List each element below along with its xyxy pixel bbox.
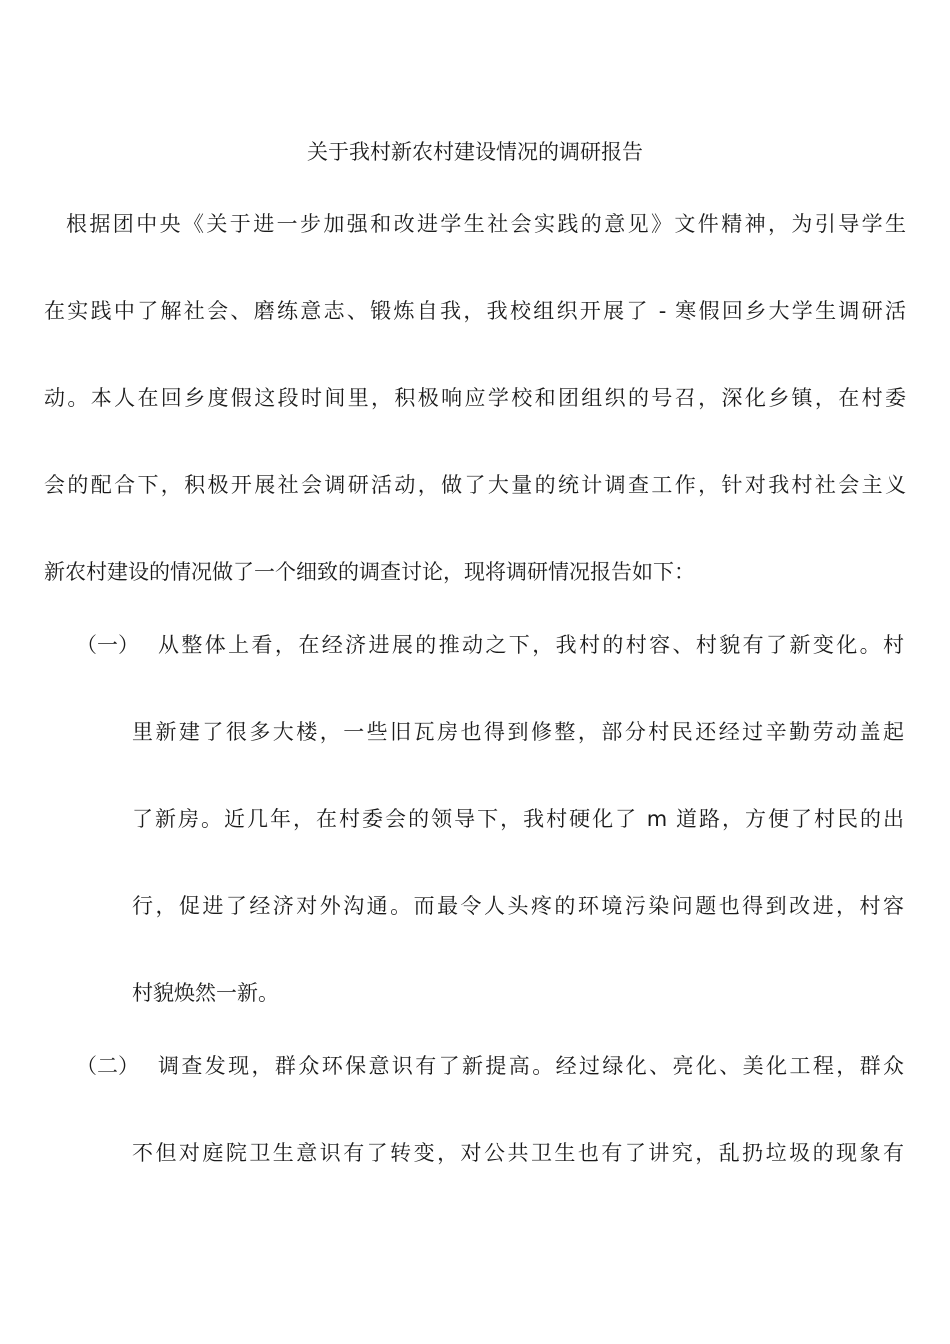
item-line: 调查发现，群众环保意识有了新提高。经过绿化、亮化、美化工程，群众 (158, 1054, 904, 1078)
intro-line: 根据团中央《关于进一步加强和改进学生社会实践的意见》文件精神，为引导学生 (66, 212, 906, 236)
item-line: 从整体上看，在经济进展的推动之下，我村的村容、村貌有了新变化。村 (158, 633, 904, 657)
item-line: 行，促进了经济对外沟通。而最令人头疼的环境污染问题也得到改进，村容 (132, 894, 904, 918)
intro-line: 新农村建设的情况做了一个细致的调查讨论，现将调研情况报告如下： (44, 560, 695, 584)
item-line: 村貌焕然一新。 (132, 981, 279, 1005)
item-line: 了新房。近几年，在村委会的领导下，我村硬化了 m 道路，方便了村民的出 (132, 807, 904, 831)
item-marker: （二） (76, 1054, 139, 1078)
intro-line: 会的配合下，积极开展社会调研活动，做了大量的统计调查工作，针对我村社会主义 (44, 473, 906, 497)
item-marker: （一） (76, 633, 139, 657)
document-title: 关于我村新农村建设情况的调研报告 (307, 140, 643, 164)
intro-line: 动。本人在回乡度假这段时间里，积极响应学校和团组织的号召，深化乡镇，在村委 (44, 386, 906, 410)
intro-line: 在实践中了解社会、磨练意志、锻炼自我，我校组织开展了 - 寒假回乡大学生调研活 (44, 299, 906, 323)
item-line: 里新建了很多大楼，一些旧瓦房也得到修整，部分村民还经过辛勤劳动盖起 (132, 720, 904, 744)
item-line: 不但对庭院卫生意识有了转变，对公共卫生也有了讲究，乱扔垃圾的现象有 (132, 1141, 904, 1165)
